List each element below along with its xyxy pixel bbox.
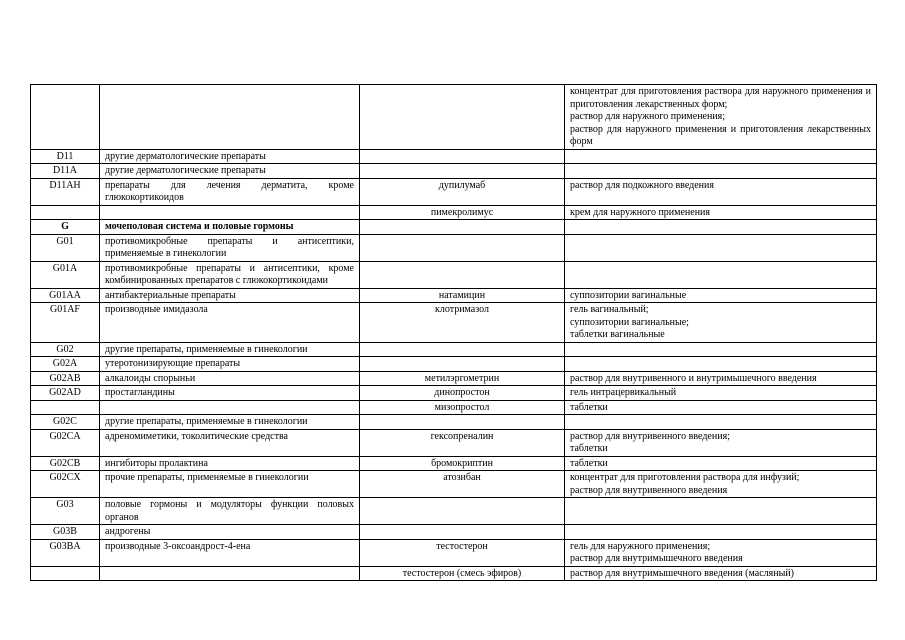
dosage-form-line: раствор для наружного применения и приготовления лекарственных форм [570, 123, 871, 147]
table-row [31, 342, 877, 357]
dosage-form-cell [565, 471, 877, 498]
table-row [31, 178, 877, 205]
dosage-form-cell [565, 261, 877, 288]
atc-group-cell: мочеполовая система и половые гормоны [100, 220, 360, 235]
medication-table [30, 84, 877, 581]
atc-group-cell: противомикробные препараты и антисептики, применяемые в гинекологии [100, 234, 360, 261]
atc-code-cell [31, 566, 100, 581]
drug-name-cell [360, 85, 565, 150]
atc-group-cell: производные имидазола [100, 303, 360, 343]
table-row [31, 471, 877, 498]
atc-group-cell: ингибиторы пролактина [100, 456, 360, 471]
dosage-form-cell [565, 566, 877, 581]
atc-code-cell: D11 [31, 149, 100, 164]
dosage-form-line: концентрат для приготовления раствора для наружного применения и приготовления лекарственных форм; [570, 86, 871, 110]
atc-code-cell: G02CB [31, 456, 100, 471]
drug-name-cell [360, 342, 565, 357]
table-row [31, 303, 877, 343]
drug-name-cell: гексопреналин [360, 429, 565, 456]
atc-group-cell [100, 85, 360, 150]
atc-group-cell: противомикробные препараты и антисептики, кроме комбинированных препаратов с глюкокортикоидами [100, 261, 360, 288]
dosage-form-cell [565, 525, 877, 540]
drug-name-cell [360, 220, 565, 235]
dosage-form-cell [565, 85, 877, 150]
atc-code-cell [31, 85, 100, 150]
atc-code-cell: G [31, 220, 100, 235]
table-row [31, 234, 877, 261]
dosage-form-line: крем для наружного применения [570, 206, 711, 218]
dosage-form-line: суппозитории вагинальные [570, 289, 687, 301]
atc-group-cell: другие дерматологические препараты [100, 164, 360, 179]
drug-name-cell: динопростон [360, 386, 565, 401]
drug-name-cell: пимекролимус [360, 205, 565, 220]
dosage-form-line: раствор для внутримышечного введения [570, 553, 743, 564]
dosage-form-cell [565, 357, 877, 372]
atc-group-cell: производные 3-оксоандрост-4-ена [100, 539, 360, 566]
dosage-form-line: гель вагинальный; [570, 304, 649, 315]
drug-name-cell [360, 149, 565, 164]
table-row [31, 220, 877, 235]
atc-code-cell: D11AH [31, 178, 100, 205]
atc-code-cell: G02CX [31, 471, 100, 498]
dosage-form-line: таблетки [570, 443, 608, 454]
dosage-form-line: таблетки вагинальные [570, 329, 665, 340]
table-row [31, 415, 877, 430]
table-row [31, 400, 877, 415]
drug-name-cell [360, 498, 565, 525]
table-row [31, 85, 877, 150]
atc-code-cell: G02AB [31, 371, 100, 386]
dosage-form-cell [565, 164, 877, 179]
atc-code-cell [31, 205, 100, 220]
drug-name-cell [360, 164, 565, 179]
dosage-form-line: таблетки [570, 457, 608, 469]
dosage-form-cell [565, 539, 877, 566]
dosage-form-cell [565, 288, 877, 303]
dosage-form-line: раствор для наружного применения; [570, 111, 726, 122]
table-row [31, 498, 877, 525]
table-row [31, 205, 877, 220]
drug-name-cell: клотримазол [360, 303, 565, 343]
atc-group-cell [100, 205, 360, 220]
dosage-form-line: суппозитории вагинальные; [570, 316, 689, 328]
dosage-form-line: раствор для подкожного введения [570, 179, 714, 191]
atc-group-cell: адреномиметики, токолитические средства [100, 429, 360, 456]
dosage-form-cell [565, 342, 877, 357]
drug-name-cell [360, 234, 565, 261]
atc-code-cell: G01AF [31, 303, 100, 343]
table-row [31, 164, 877, 179]
dosage-form-cell [565, 371, 877, 386]
atc-group-cell: антибактериальные препараты [100, 288, 360, 303]
atc-code-cell: G02C [31, 415, 100, 430]
table-row [31, 288, 877, 303]
atc-code-cell: G03B [31, 525, 100, 540]
atc-code-cell: G02AD [31, 386, 100, 401]
atc-code-cell: G01 [31, 234, 100, 261]
drug-name-cell: метилэргометрин [360, 371, 565, 386]
table-row [31, 386, 877, 401]
atc-group-cell [100, 566, 360, 581]
drug-name-cell [360, 415, 565, 430]
dosage-form-cell [565, 303, 877, 343]
drug-name-cell [360, 525, 565, 540]
dosage-form-line: таблетки [570, 401, 608, 413]
atc-code-cell: G03BA [31, 539, 100, 566]
drug-name-cell [360, 261, 565, 288]
atc-code-cell [31, 400, 100, 415]
dosage-form-line: раствор для внутривенного введения; [570, 430, 730, 442]
drug-name-cell: бромокриптин [360, 456, 565, 471]
table-row [31, 149, 877, 164]
atc-group-cell: простагландины [100, 386, 360, 401]
table-row [31, 525, 877, 540]
atc-group-cell: половые гормоны и модуляторы функции половых органов [100, 498, 360, 525]
atc-group-cell: алкалоиды спорыньи [100, 371, 360, 386]
atc-code-cell: G03 [31, 498, 100, 525]
atc-code-cell: G02A [31, 357, 100, 372]
table-row [31, 429, 877, 456]
atc-group-cell: утеротонизирующие препараты [100, 357, 360, 372]
drug-name-cell: дупилумаб [360, 178, 565, 205]
drug-name-cell [360, 357, 565, 372]
dosage-form-cell [565, 149, 877, 164]
medication-table-body [31, 85, 877, 581]
dosage-form-cell [565, 415, 877, 430]
atc-group-cell: препараты для лечения дерматита, кроме глюкокортикоидов [100, 178, 360, 205]
dosage-form-cell [565, 400, 877, 415]
table-row [31, 371, 877, 386]
drug-name-cell: атозибан [360, 471, 565, 498]
atc-code-cell: G01A [31, 261, 100, 288]
table-row [31, 357, 877, 372]
atc-code-cell: G01AA [31, 288, 100, 303]
dosage-form-line: раствор для внутривенного и внутримышечного введения [570, 372, 817, 384]
dosage-form-cell [565, 456, 877, 471]
atc-group-cell [100, 400, 360, 415]
drug-name-cell: натамицин [360, 288, 565, 303]
table-row [31, 261, 877, 288]
drug-name-cell: тестостерон (смесь эфиров) [360, 566, 565, 581]
drug-name-cell: мизопростол [360, 400, 565, 415]
dosage-form-cell [565, 429, 877, 456]
dosage-form-cell [565, 178, 877, 205]
dosage-form-cell [565, 234, 877, 261]
table-row [31, 539, 877, 566]
dosage-form-line: раствор для внутримышечного введения (масляный) [570, 567, 794, 579]
atc-group-cell: другие препараты, применяемые в гинекологии [100, 415, 360, 430]
atc-code-cell: G02 [31, 342, 100, 357]
atc-code-cell: D11A [31, 164, 100, 179]
atc-group-cell: андрогены [100, 525, 360, 540]
atc-code-cell: G02CA [31, 429, 100, 456]
dosage-form-line: концентрат для приготовления раствора для инфузий; [570, 472, 800, 483]
dosage-form-line: гель для наружного применения; [570, 540, 711, 552]
table-row [31, 456, 877, 471]
dosage-form-line: гель интрацервикальный [570, 387, 677, 398]
atc-group-cell: прочие препараты, применяемые в гинекологии [100, 471, 360, 498]
atc-group-cell: другие препараты, применяемые в гинекологии [100, 342, 360, 357]
table-row [31, 566, 877, 581]
dosage-form-cell [565, 205, 877, 220]
atc-group-cell: другие дерматологические препараты [100, 149, 360, 164]
dosage-form-cell [565, 498, 877, 525]
dosage-form-cell [565, 386, 877, 401]
dosage-form-line: раствор для внутривенного введения [570, 484, 728, 496]
drug-name-cell: тестостерон [360, 539, 565, 566]
dosage-form-cell [565, 220, 877, 235]
